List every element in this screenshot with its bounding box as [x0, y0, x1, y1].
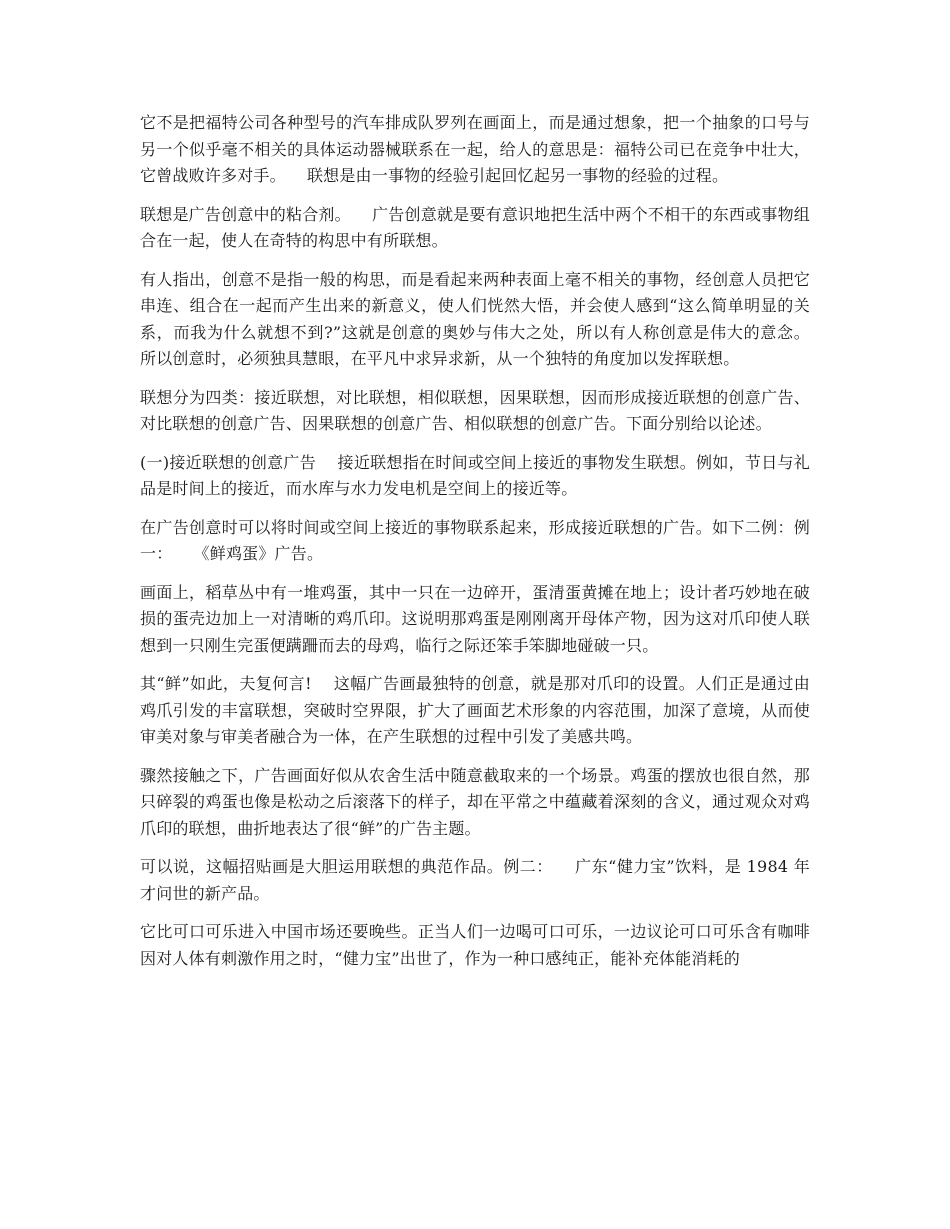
paragraph-four-types: 联想分为四类：接近联想，对比联想，相似联想，因果联想，因而形成接近联想的创意广告、对比联想的创意广告、因果联想的创意广告、相似联想的创意广告。下面分别给以论述。 [140, 387, 810, 433]
paragraph-jianlibao-market: 它比可口可乐进入中国市场还要晚些。正当人们一边喝可口可乐，一边议论可口可乐含有咖啡因对人体有刺激作用之时，“健力宝”出世了，作为一种口感纯正，能补充体能消耗的 [140, 922, 810, 968]
paragraph-egg-ad-description: 画面上，稻草丛中有一堆鸡蛋，其中一只在一边碎开，蛋清蛋黄摊在地上；设计者巧妙地在破损的蛋壳边加上一对清晰的鸡爪印。这说明那鸡蛋是刚刚离开母体产物，因为这对爪印使人联想到一只刚生完蛋便蹒跚而去的母鸡，临行之际还笨手笨脚地碰破一只。 [140, 582, 810, 655]
document-page [140, 110, 832, 984]
paragraph-egg-ad-scene: 骤然接触之下，广告画面好似从农舍生活中随意截取来的一个场景。鸡蛋的摆放也很自然，那只碎裂的鸡蛋也像是松动之后滚落下的样子，却在平常之中蕴藏着深刻的含义，通过观众对鸡爪印的联想，曲折地表达了很“鲜”的广告主题。 [140, 765, 810, 838]
paragraph-proximity-association: (一)接近联想的创意广告 接近联想指在时间或空间上接近的事物发生联想。例如，节日与礼品是时间上的接近，而水库与水力发电机是空间上的接近等。 [140, 452, 810, 498]
paragraph-association-glue: 联想是广告创意中的粘合剂。 广告创意就是要有意识地把生活中两个不相干的东西或事物组合在一起，使人在奇特的构思中有所联想。 [140, 204, 810, 250]
paragraph-ford-ad: 它不是把福特公司各种型号的汽车排成队罗列在画面上，而是通过想象，把一个抽象的口号与另一个似乎毫不相关的具体运动器械联系在一起，给人的意思是：福特公司已在竞争中壮大，它曾战败许多对手。 联想是由一事物的经验引起回忆起另一事物的经验的过程。 [140, 113, 810, 185]
paragraph-egg-ad-analysis: 其“鲜”如此，夫复何言! 这幅广告画最独特的创意，就是那对爪印的设置。人们正是通过由鸡爪引发的丰富联想，突破时空界限，扩大了画面艺术形象的内容范围，加深了意境，从而使审美对象与审美者融合为一体，在产生联想的过程中引发了美感共鸣。 [140, 674, 810, 746]
paragraph-jianlibao-intro: 可以说，这幅招贴画是大胆运用联想的典范作品。例二： 广东“健力宝”饮料，是 1984 年才问世的新产品。 [140, 857, 810, 903]
paragraph-creativity-definition: 有人指出，创意不是指一般的构思，而是看起来两种表面上毫不相关的事物，经创意人员把它串连、组合在一起而产生出来的新意义，使人们恍然大悟，并会使人感到“这么简单明显的关系，而我为什么就想不到?”这就是创意的奥妙与伟大之处，所以有人称创意是伟大的意念。 所以创意时，必须独具慧眼，在平凡中求异求新，从一个独特的角度加以发挥联想。 [140, 269, 832, 368]
paragraph-proximity-examples: 在广告创意时可以将时间或空间上接近的事物联系起来，形成接近联想的广告。如下二例：例一： 《鲜鸡蛋》广告。 [140, 517, 810, 563]
